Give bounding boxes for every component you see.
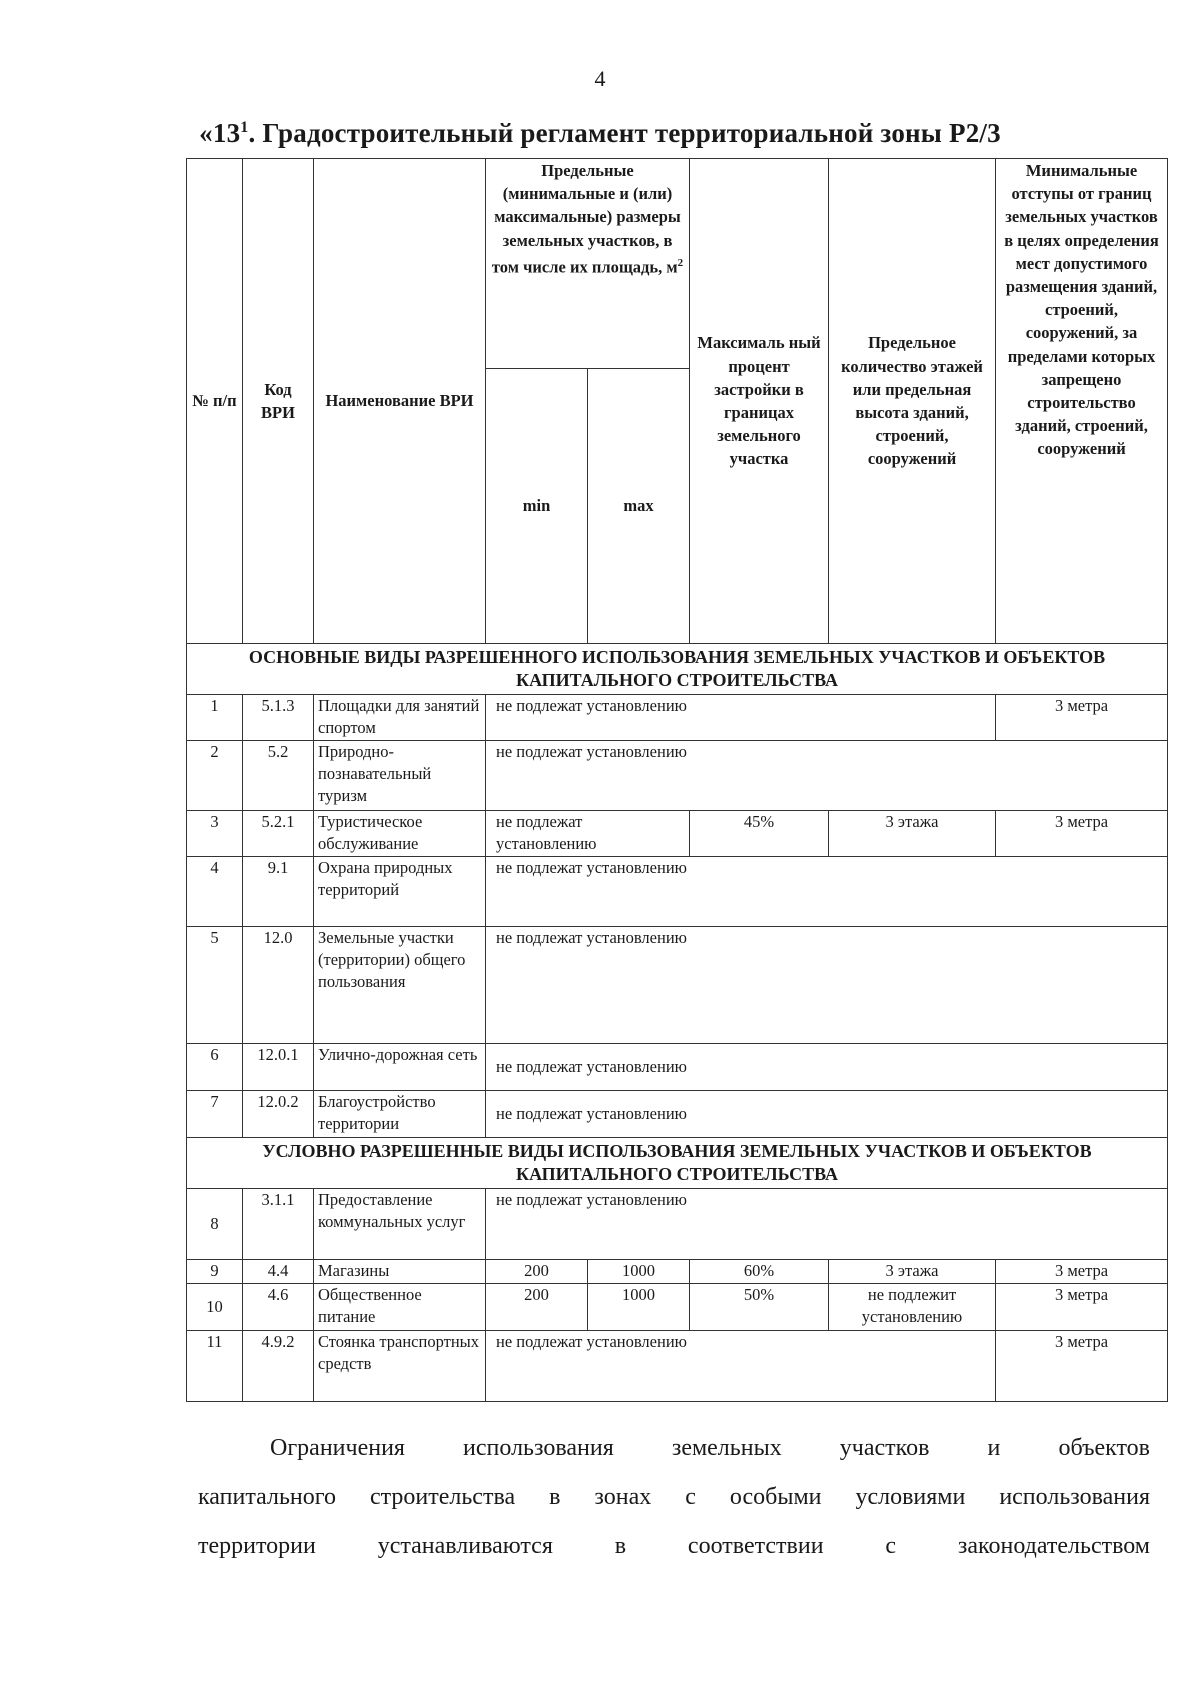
cell-name: Площадки для занятий спортом xyxy=(314,695,486,741)
table-row xyxy=(187,1189,1168,1260)
cell-name: Предоставление коммунальных услуг xyxy=(314,1189,486,1260)
section-main: ОСНОВНЫЕ ВИДЫ РАЗРЕШЕННОГО ИСПОЛЬЗОВАНИЯ ЗЕМЕЛЬНЫХ УЧАСТКОВ И ОБЪЕКТОВ КАПИТАЛЬНОГО СТРОИТЕЛЬСТВА xyxy=(187,644,1168,695)
cell-floors: 3 этажа xyxy=(829,811,996,857)
table-row xyxy=(187,1044,1168,1091)
cell-min: 200 xyxy=(486,1260,588,1284)
cell-note: не подлежат установлению xyxy=(486,1091,1168,1138)
table-row xyxy=(187,1284,1168,1331)
cell-code: 12.0 xyxy=(243,927,314,1044)
table-row xyxy=(187,1260,1168,1284)
cell-num: 8 xyxy=(187,1189,243,1260)
regulation-table xyxy=(186,158,1168,1402)
page-number: 4 xyxy=(594,66,606,91)
cell-code: 5.2.1 xyxy=(243,811,314,857)
header-percent: Максималь ный процент застройки в границах земельного участка xyxy=(690,159,829,644)
cell-num: 2 xyxy=(187,741,243,811)
cell-code: 9.1 xyxy=(243,857,314,927)
cell-name: Охрана природных территорий xyxy=(314,857,486,927)
cell-num: 6 xyxy=(187,1044,243,1091)
cell-code: 4.4 xyxy=(243,1260,314,1284)
cell-note: не подлежат установлению xyxy=(486,1189,1168,1260)
cell-num: 1 xyxy=(187,695,243,741)
cell-num: 5 xyxy=(187,927,243,1044)
cell-name: Магазины xyxy=(314,1260,486,1284)
cell-code: 5.1.3 xyxy=(243,695,314,741)
header-floors: Предельное количество этажей или предельная высота зданий, строений, сооружений xyxy=(829,159,996,644)
paragraph-line: Ограничения использования земельных участков и объектов xyxy=(270,1435,1150,1461)
cell-num: 4 xyxy=(187,857,243,927)
cell-num: 11 xyxy=(187,1331,243,1402)
cell-num: 7 xyxy=(187,1091,243,1138)
table-row xyxy=(187,1091,1168,1138)
title-prefix: «13 xyxy=(199,118,241,148)
header-min: min xyxy=(486,369,588,644)
cell-num: 10 xyxy=(187,1284,243,1331)
cell-name: Благоустройство территории xyxy=(314,1091,486,1138)
cell-setback: 3 метра xyxy=(996,1284,1168,1331)
cell-note: не подлежат установлению xyxy=(486,1044,1168,1091)
section-conditional: УСЛОВНО РАЗРЕШЕННЫЕ ВИДЫ ИСПОЛЬЗОВАНИЯ ЗЕМЕЛЬНЫХ УЧАСТКОВ И ОБЪЕКТОВ КАПИТАЛЬНОГО СТРОИТЕЛЬСТВА xyxy=(187,1138,1168,1189)
cell-name: Стоянка транспортных средств xyxy=(314,1331,486,1402)
cell-code: 12.0.2 xyxy=(243,1091,314,1138)
cell-max: 1000 xyxy=(588,1260,690,1284)
header-code: Код ВРИ xyxy=(243,159,314,644)
cell-area: не подлежат установлению xyxy=(486,811,690,857)
table-row xyxy=(187,811,1168,857)
title-text: . Градостроительный регламент территориальной зоны Р2/3 xyxy=(248,118,1001,148)
cell-note: не подлежат установлению xyxy=(486,695,996,741)
header-setback: Минимальные отступы от границ земельных участков в целях определения мест допустимого размещения зданий, строений, сооружений, за пределами которых запрещено строительство зданий, строений, сооружений xyxy=(996,159,1168,644)
cell-note: не подлежат установлению xyxy=(486,857,1168,927)
paragraph-line: капитального строительства в зонах с особыми условиями использования xyxy=(198,1484,1150,1510)
cell-percent: 50% xyxy=(690,1284,829,1331)
cell-name: Земельные участки (территории) общего пользования xyxy=(314,927,486,1044)
cell-num: 3 xyxy=(187,811,243,857)
cell-note: не подлежат установлению xyxy=(486,741,1168,811)
header-area xyxy=(486,159,690,369)
cell-num: 9 xyxy=(187,1260,243,1284)
cell-max: 1000 xyxy=(588,1284,690,1331)
cell-min: 200 xyxy=(486,1284,588,1331)
cell-percent: 45% xyxy=(690,811,829,857)
table-row xyxy=(187,927,1168,1044)
cell-floors: 3 этажа xyxy=(829,1260,996,1284)
cell-name: Общественное питание xyxy=(314,1284,486,1331)
title-superscript: 1 xyxy=(240,119,249,136)
cell-code: 4.9.2 xyxy=(243,1331,314,1402)
header-area-text: Предельные (минимальные и (или) максимальные) размеры земельных участков, в том числе их площадь, м xyxy=(491,161,681,277)
body-paragraph xyxy=(198,1424,1150,1571)
header-num: № п/п xyxy=(187,159,243,644)
cell-note: не подлежат установлению xyxy=(486,927,1168,1044)
cell-code: 12.0.1 xyxy=(243,1044,314,1091)
cell-setback: 3 метра xyxy=(996,695,1168,741)
table-row xyxy=(187,695,1168,741)
header-name: Наименование ВРИ xyxy=(314,159,486,644)
cell-code: 3.1.1 xyxy=(243,1189,314,1260)
cell-name: Туристическое обслуживание xyxy=(314,811,486,857)
header-area-sup: 2 xyxy=(677,256,684,269)
cell-name: Природно-познавательный туризм xyxy=(314,741,486,811)
cell-note: не подлежат установлению xyxy=(486,1331,996,1402)
cell-code: 4.6 xyxy=(243,1284,314,1331)
cell-code: 5.2 xyxy=(243,741,314,811)
header-max: max xyxy=(588,369,690,644)
cell-setback: 3 метра xyxy=(996,1331,1168,1402)
cell-setback: 3 метра xyxy=(996,1260,1168,1284)
paragraph-line: территории устанавливаются в соответствии с законодательством xyxy=(198,1533,1150,1559)
table-row xyxy=(187,857,1168,927)
cell-name: Улично-дорожная сеть xyxy=(314,1044,486,1091)
page-title xyxy=(0,118,1200,149)
table-row xyxy=(187,741,1168,811)
cell-percent: 60% xyxy=(690,1260,829,1284)
cell-setback: 3 метра xyxy=(996,811,1168,857)
cell-floors: не подлежит установлению xyxy=(829,1284,996,1331)
table-row xyxy=(187,1331,1168,1402)
